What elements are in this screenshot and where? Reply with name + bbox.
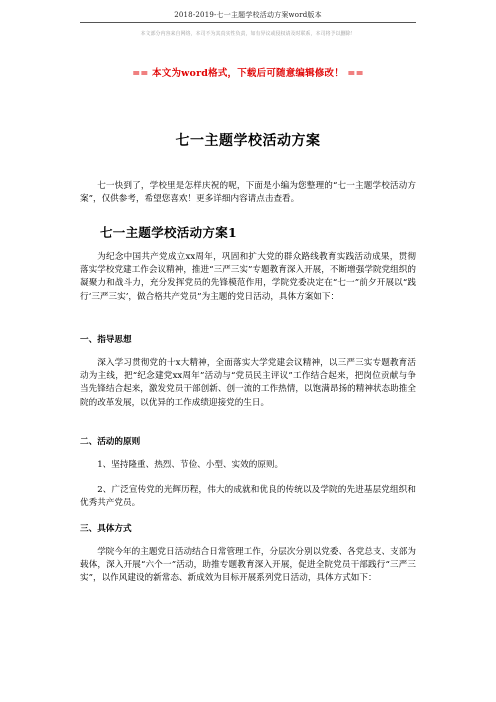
subheading-guiding-thought: 一、指导思想: [80, 335, 132, 345]
guiding-thought-block: [80, 357, 416, 410]
intro-block: [80, 180, 416, 206]
subheading-methods: 三、具体方式: [80, 524, 132, 534]
principle-item-2: 2、广泛宣传党的光辉历程，伟大的成就和优良的传统以及学院的先进基层党组织和优秀共产党员。: [80, 485, 416, 509]
section-heading-plan-1: 七一主题学校活动方案1: [100, 225, 237, 240]
subheading-principles: 二、活动的原则: [80, 437, 141, 447]
principle-item-1-block: [80, 459, 416, 472]
disclaimer-text: 本文部分内容来自网络，本司不为其真实性负责，如有异议或侵权请及时联系，本司将予以删除！: [140, 31, 356, 37]
plan-1-paragraph: 为纪念中国共产党成立xx周年，巩固和扩大党的群众路线教育实践活动成果，贯彻落实学校党建工作会议精神，推进“三严三实”专题教育深入开展，不断增强学院党组织的凝聚力和战斗力，充分发挥党员的先锋模范作用，学院党委决定在“七一”前夕开展以“践行‘三严三实’，做合格共产党员”为主题的党日活动，具体方案如下：: [80, 252, 416, 302]
edit-notice: == 本文为word格式，下载后可随意编辑修改！ ==: [132, 68, 364, 79]
header-rule: [80, 22, 416, 23]
running-header: 2018-2019-七一主题学校活动方案word版本: [174, 11, 322, 19]
guiding-thought-paragraph: 深入学习贯彻党的十x大精神，全面落实大学党建会议精神，以三严三实专题教育活动为主线，把“纪念建党xx周年”活动与“党员民主评议”工作结合起来，把岗位贡献与争当先锋结合起来，激发党员干部创新、创一流的工作热情，以饱满昂扬的精神状态助推全院的改革发展，以优异的工作成绩迎接党的生日。: [80, 358, 416, 408]
methods-block: [80, 546, 416, 586]
principle-item-2-block: [80, 484, 416, 510]
intro-paragraph: 七一快到了，学校里是怎样庆祝的呢，下面是小编为您整理的“七一主题学校活动方案”，仅供参考，希望您喜欢！更多详细内容请点击查看。: [80, 181, 416, 205]
principle-item-1: 1、坚持隆重、热烈、节俭、小型、实效的原则。: [97, 460, 284, 470]
plan-1-block: [80, 251, 416, 304]
methods-paragraph: 学院今年的主题党日活动结合日常管理工作，分层次分别以党委、各党总支、支部为载体，深入开展“六个一”活动，助推专题教育深入开展，促进全院党员干部践行“三严三实”，以作风建设的新常态、新成效为目标开展系列党日活动，具体方式如下：: [80, 547, 416, 584]
document-title: 七一主题学校活动方案: [175, 133, 321, 149]
